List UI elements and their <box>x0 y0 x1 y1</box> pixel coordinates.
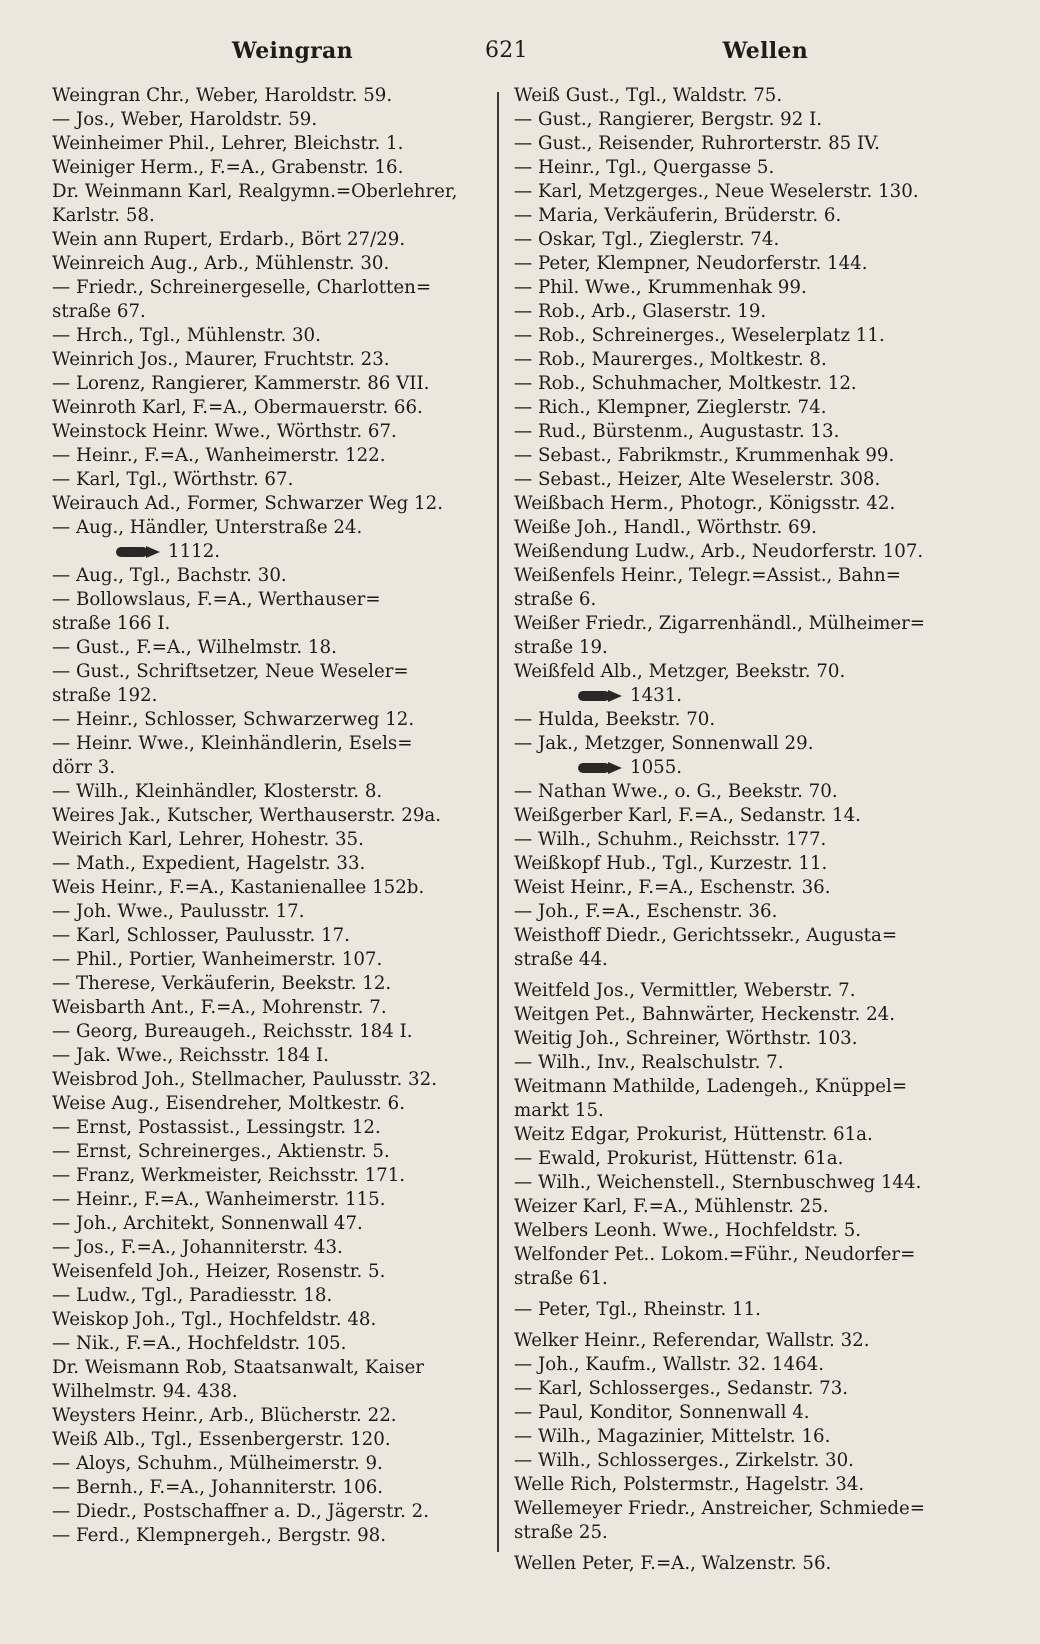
entry-text: — Karl, Tgl., Wörthstr. 67. <box>52 469 294 490</box>
directory-entry-line <box>52 612 488 636</box>
directory-entry-line <box>514 1521 958 1545</box>
directory-entry-line <box>52 636 488 660</box>
directory-entry-line <box>52 156 488 180</box>
directory-entry-line <box>52 540 488 564</box>
directory-entry-line <box>514 1298 958 1322</box>
directory-entry-line <box>514 684 958 708</box>
directory-entry-line <box>52 1020 488 1044</box>
directory-entry-line <box>514 372 958 396</box>
directory-entry-line <box>52 996 488 1020</box>
directory-entry-line <box>52 1476 488 1500</box>
directory-entry-line <box>514 948 958 972</box>
entry-text: — Joh. Wwe., Paulusstr. 17. <box>52 901 305 922</box>
directory-entry-line <box>52 828 488 852</box>
entry-text: — Nik., F.=A., Hochfeldstr. 105. <box>52 1333 347 1354</box>
entry-text: — Nathan Wwe., o. G., Beekstr. 70. <box>514 781 838 802</box>
directory-entry-line <box>52 804 488 828</box>
directory-entry-line <box>514 852 958 876</box>
entry-text: Weingran Chr., Weber, Haroldstr. 59. <box>52 85 393 106</box>
directory-entry-line <box>52 924 488 948</box>
directory-entry-line <box>52 300 488 324</box>
directory-entry-line <box>514 1027 958 1051</box>
directory-entry-line <box>52 372 488 396</box>
entry-text: — Aug., Tgl., Bachstr. 30. <box>52 565 287 586</box>
entry-text: 1112. <box>168 541 221 562</box>
entry-text: Weinheimer Phil., Lehrer, Bleichstr. 1. <box>52 133 404 154</box>
directory-entry-line <box>514 132 958 156</box>
directory-entry-line <box>514 876 958 900</box>
entry-text: — Gust., F.=A., Wilhelmstr. 18. <box>52 637 337 658</box>
directory-entry-line <box>514 1051 958 1075</box>
entry-text: — Ewald, Prokurist, Hüttenstr. 61a. <box>514 1148 844 1169</box>
directory-entry-line <box>52 732 488 756</box>
directory-entry-line <box>514 1425 958 1449</box>
directory-entry-line <box>52 324 488 348</box>
entry-text: — Friedr., Schreinergeselle, Charlotten= <box>52 277 432 298</box>
entry-text: — Diedr., Postschaffner a. D., Jägerstr. 2. <box>52 1501 430 1522</box>
entry-text: Weißkopf Hub., Tgl., Kurzestr. 11. <box>514 853 828 874</box>
entry-text: — Aloys, Schuhm., Mülheimerstr. 9. <box>52 1453 383 1474</box>
directory-entry-line <box>52 1044 488 1068</box>
directory-entry-line <box>514 204 958 228</box>
entry-text: Weitig Joh., Schreiner, Wörthstr. 103. <box>514 1028 858 1049</box>
directory-entry-line <box>514 804 958 828</box>
directory-entry-line <box>52 1404 488 1428</box>
header-left-keyword: Weingran <box>232 38 353 64</box>
entry-text: Weißbach Herm., Photogr., Königsstr. 42. <box>514 493 896 514</box>
directory-entry-line <box>52 708 488 732</box>
directory-entry-line <box>514 1099 958 1123</box>
entry-text: Weisbrod Joh., Stellmacher, Paulusstr. 32. <box>52 1069 437 1090</box>
directory-entry-line <box>514 228 958 252</box>
entry-text: Weinreich Aug., Arb., Mühlenstr. 30. <box>52 253 390 274</box>
directory-entry-line <box>52 348 488 372</box>
entry-text: straße 6. <box>514 589 597 610</box>
entry-text: Wilhelmstr. 94. 438. <box>52 1381 238 1402</box>
directory-entry-line <box>52 1140 488 1164</box>
directory-entry-line <box>52 1188 488 1212</box>
telephone-icon <box>116 546 162 558</box>
entry-text: — Wilh., Kleinhändler, Klosterstr. 8. <box>52 781 383 802</box>
directory-entry-line <box>52 1500 488 1524</box>
directory-entry-line <box>52 516 488 540</box>
directory-entry-line <box>514 396 958 420</box>
entry-text: — Rob., Schreinerges., Weselerplatz 11. <box>514 325 885 346</box>
directory-entry-line <box>514 564 958 588</box>
directory-entry-line <box>514 492 958 516</box>
directory-entry-line <box>52 1332 488 1356</box>
entry-text: Weißendung Ludw., Arb., Neudorferstr. 107. <box>514 541 924 562</box>
entry-text: — Karl, Schlosser, Paulusstr. 17. <box>52 925 350 946</box>
entry-text: Weis Heinr., F.=A., Kastanienallee 152b. <box>52 877 425 898</box>
directory-entry-line <box>514 1075 958 1099</box>
directory-entry-line <box>514 276 958 300</box>
directory-entry-line <box>52 1380 488 1404</box>
entry-text: Weißgerber Karl, F.=A., Sedanstr. 14. <box>514 805 861 826</box>
directory-entry-line <box>52 1284 488 1308</box>
entry-text: Weiße Joh., Handl., Wörthstr. 69. <box>514 517 817 538</box>
entry-text: — Wilh., Weichenstell., Sternbuschweg 144. <box>514 1172 922 1193</box>
entry-text: — Gust., Rangierer, Bergstr. 92 I. <box>514 109 823 130</box>
entry-text: Weiskop Joh., Tgl., Hochfeldstr. 48. <box>52 1309 377 1330</box>
directory-entry-line <box>52 228 488 252</box>
right-column <box>514 84 958 1576</box>
entry-text: Weise Aug., Eisendreher, Moltkestr. 6. <box>52 1093 405 1114</box>
directory-entry-line <box>52 420 488 444</box>
entry-text: straße 192. <box>52 685 158 706</box>
entry-text: — Phil., Portier, Wanheimerstr. 107. <box>52 949 383 970</box>
entry-text: straße 61. <box>514 1268 608 1289</box>
directory-entry-line <box>52 1116 488 1140</box>
directory-entry-line <box>52 1164 488 1188</box>
entry-text: Weitfeld Jos., Vermittler, Weberstr. 7. <box>514 980 856 1001</box>
entry-text: — Gust., Reisender, Ruhrorterstr. 85 IV. <box>514 133 880 154</box>
directory-entry-line <box>52 660 488 684</box>
directory-entry-line <box>52 684 488 708</box>
entry-text: Weysters Heinr., Arb., Blücherstr. 22. <box>52 1405 397 1426</box>
entry-text: Weisenfeld Joh., Heizer, Rosenstr. 5. <box>52 1261 386 1282</box>
entry-text: — Heinr., F.=A., Wanheimerstr. 115. <box>52 1189 386 1210</box>
entry-text: Weinrich Jos., Maurer, Fruchtstr. 23. <box>52 349 390 370</box>
directory-entry-line <box>514 708 958 732</box>
entry-text: — Hrch., Tgl., Mühlenstr. 30. <box>52 325 321 346</box>
directory-entry-line <box>52 444 488 468</box>
directory-entry-line <box>52 252 488 276</box>
directory-entry-line <box>514 828 958 852</box>
entry-text: Dr. Weinmann Karl, Realgymn.=Oberlehrer, <box>52 181 458 202</box>
entry-text: 1055. <box>630 757 683 778</box>
directory-entry-line <box>52 1356 488 1380</box>
entry-text: — Joh., Kaufm., Wallstr. 32. 1464. <box>514 1354 824 1375</box>
directory-entry-line <box>514 108 958 132</box>
entry-text: — Maria, Verkäuferin, Brüderstr. 6. <box>514 205 842 226</box>
entry-text: straße 67. <box>52 301 146 322</box>
directory-entry-line <box>514 1401 958 1425</box>
directory-entry-line <box>52 396 488 420</box>
directory-entry-line <box>52 1308 488 1332</box>
directory-entry-line <box>52 1236 488 1260</box>
directory-entry-line <box>514 612 958 636</box>
directory-entry-line <box>52 1524 488 1548</box>
directory-entry-line <box>514 1243 958 1267</box>
directory-entry-line <box>52 1068 488 1092</box>
directory-entry-line <box>52 1452 488 1476</box>
directory-entry-line <box>514 1003 958 1027</box>
directory-entry-line <box>52 588 488 612</box>
directory-entry-line <box>52 468 488 492</box>
entry-text: Wein ann Rupert, Erdarb., Bört 27/29. <box>52 229 406 250</box>
directory-entry-line <box>514 1123 958 1147</box>
directory-entry-line <box>52 1212 488 1236</box>
column-divider <box>497 92 499 1552</box>
directory-entry-line <box>52 132 488 156</box>
directory-entry-line <box>52 1092 488 1116</box>
entry-text: — Therese, Verkäuferin, Beekstr. 12. <box>52 973 392 994</box>
entry-text: — Lorenz, Rangierer, Kammerstr. 86 VII. <box>52 373 430 394</box>
entry-text: Welle Rich, Polstermstr., Hagelstr. 34. <box>514 1474 865 1495</box>
entry-text: Weinstock Heinr. Wwe., Wörthstr. 67. <box>52 421 397 442</box>
entry-text: — Jak., Metzger, Sonnenwall 29. <box>514 733 814 754</box>
telephone-icon <box>578 690 624 702</box>
entry-text: Weires Jak., Kutscher, Werthauserstr. 29a. <box>52 805 442 826</box>
header-right-keyword: Wellen <box>722 38 808 64</box>
entry-text: Dr. Weismann Rob, Staatsanwalt, Kaiser <box>52 1357 424 1378</box>
entry-text: — Ludw., Tgl., Paradiesstr. 18. <box>52 1285 333 1306</box>
entry-text: — Peter, Tgl., Rheinstr. 11. <box>514 1299 761 1320</box>
entry-text: markt 15. <box>514 1100 604 1121</box>
entry-text: Welbers Leonh. Wwe., Hochfeldstr. 5. <box>514 1220 862 1241</box>
directory-entry-line <box>514 1473 958 1497</box>
entry-text: dörr 3. <box>52 757 116 778</box>
entry-text: — Heinr., F.=A., Wanheimerstr. 122. <box>52 445 386 466</box>
entry-text: — Joh., Architekt, Sonnenwall 47. <box>52 1213 363 1234</box>
entry-text: — Sebast., Fabrikmstr., Krummenhak 99. <box>514 445 895 466</box>
entry-text: — Rob., Maurerges., Moltkestr. 8. <box>514 349 827 370</box>
directory-entry-line <box>514 780 958 804</box>
entry-text: Weiß Alb., Tgl., Essenbergerstr. 120. <box>52 1429 391 1450</box>
directory-entry-line <box>52 780 488 804</box>
directory-entry-line <box>514 979 958 1003</box>
entry-text: straße 25. <box>514 1522 608 1543</box>
directory-entry-line <box>514 1353 958 1377</box>
entry-text: straße 166 I. <box>52 613 171 634</box>
page-header <box>52 28 988 74</box>
entry-text: — Heinr., Schlosser, Schwarzerweg 12. <box>52 709 415 730</box>
entry-text: — Wilh., Magazinier, Mittelstr. 16. <box>514 1426 831 1447</box>
entry-text: Weisbarth Ant., F.=A., Mohrenstr. 7. <box>52 997 387 1018</box>
directory-entry-line <box>52 108 488 132</box>
entry-text: — Heinr. Wwe., Kleinhändlerin, Esels= <box>52 733 413 754</box>
entry-text: Weirauch Ad., Former, Schwarzer Weg 12. <box>52 493 443 514</box>
directory-entry-line <box>514 1195 958 1219</box>
directory-entry-line <box>514 180 958 204</box>
directory-entry-line <box>52 84 488 108</box>
directory-entry-line <box>514 588 958 612</box>
directory-entry-line <box>514 516 958 540</box>
page-number: 621 <box>485 38 528 63</box>
entry-text: — Phil. Wwe., Krummenhak 99. <box>514 277 807 298</box>
entry-text: Weirich Karl, Lehrer, Hohestr. 35. <box>52 829 364 850</box>
entry-text: Weitmann Mathilde, Ladengeh., Knüppel= <box>514 1076 908 1097</box>
entry-text: — Bernh., F.=A., Johanniterstr. 106. <box>52 1477 384 1498</box>
entry-text: Karlstr. 58. <box>52 205 155 226</box>
directory-entry-line <box>514 1449 958 1473</box>
directory-entry-line <box>514 540 958 564</box>
directory-entry-line <box>52 180 488 204</box>
directory-entry-line <box>514 348 958 372</box>
entry-text: — Jos., Weber, Haroldstr. 59. <box>52 109 318 130</box>
directory-entry-line <box>514 900 958 924</box>
directory-entry-line <box>514 924 958 948</box>
entry-text: Welker Heinr., Referendar, Wallstr. 32. <box>514 1330 870 1351</box>
directory-entry-line <box>514 1267 958 1291</box>
entry-text: — Paul, Konditor, Sonnenwall 4. <box>514 1402 810 1423</box>
entry-text: — Ernst, Schreinerges., Aktienstr. 5. <box>52 1141 390 1162</box>
directory-entry-line <box>514 84 958 108</box>
entry-text: Welfonder Pet.. Lokom.=Führ., Neudorfer= <box>514 1244 916 1265</box>
directory-entry-line <box>514 1219 958 1243</box>
entry-text: Wellen Peter, F.=A., Walzenstr. 56. <box>514 1553 832 1574</box>
directory-entry-line <box>514 660 958 684</box>
entry-text: Weisthoff Diedr., Gerichtssekr., Augusta= <box>514 925 898 946</box>
directory-entry-line <box>52 1260 488 1284</box>
entry-text: 1431. <box>630 685 683 706</box>
directory-entry-line <box>514 300 958 324</box>
entry-text: Weiniger Herm., F.=A., Grabenstr. 16. <box>52 157 404 178</box>
entry-text: — Georg, Bureaugeh., Reichsstr. 184 I. <box>52 1021 413 1042</box>
directory-entry-line <box>52 204 488 228</box>
entry-text: — Joh., F.=A., Eschenstr. 36. <box>514 901 778 922</box>
directory-entry-line <box>514 324 958 348</box>
entry-text: straße 19. <box>514 637 608 658</box>
directory-entry-line <box>514 636 958 660</box>
directory-entry-line <box>514 252 958 276</box>
entry-text: Weitz Edgar, Prokurist, Hüttenstr. 61a. <box>514 1124 873 1145</box>
directory-entry-line <box>514 756 958 780</box>
directory-entry-line <box>514 1171 958 1195</box>
directory-entry-line <box>514 1377 958 1401</box>
directory-entry-line <box>514 1552 958 1576</box>
entry-text: — Hulda, Beekstr. 70. <box>514 709 716 730</box>
directory-entry-line <box>52 876 488 900</box>
entry-text: Weist Heinr., F.=A., Eschenstr. 36. <box>514 877 831 898</box>
entry-text: — Rob., Schuhmacher, Moltkestr. 12. <box>514 373 857 394</box>
entry-text: — Peter, Klempner, Neudorferstr. 144. <box>514 253 868 274</box>
directory-entry-line <box>52 1428 488 1452</box>
entry-text: Weißer Friedr., Zigarrenhändl., Mülheimer= <box>514 613 926 634</box>
directory-entry-line <box>52 756 488 780</box>
entry-text: Weißfeld Alb., Metzger, Beekstr. 70. <box>514 661 846 682</box>
entry-text: — Wilh., Schlosserges., Zirkelstr. 30. <box>514 1450 854 1471</box>
directory-entry-line <box>52 900 488 924</box>
entry-text: — Rud., Bürstenm., Augustastr. 13. <box>514 421 840 442</box>
telephone-icon <box>578 762 624 774</box>
entry-text: — Sebast., Heizer, Alte Weselerstr. 308. <box>514 469 881 490</box>
directory-entry-line <box>514 444 958 468</box>
directory-entry-line <box>514 1147 958 1171</box>
entry-text: Weizer Karl, F.=A., Mühlenstr. 25. <box>514 1196 829 1217</box>
directory-entry-line <box>52 972 488 996</box>
entry-text: — Aug., Händler, Unterstraße 24. <box>52 517 363 538</box>
entry-text: — Bollowslaus, F.=A., Werthauser= <box>52 589 381 610</box>
entry-text: — Ernst, Postassist., Lessingstr. 12. <box>52 1117 381 1138</box>
entry-text: — Jos., F.=A., Johanniterstr. 43. <box>52 1237 343 1258</box>
entry-text: straße 44. <box>514 949 608 970</box>
directory-entry-line <box>514 420 958 444</box>
entry-text: — Jak. Wwe., Reichsstr. 184 I. <box>52 1045 329 1066</box>
entry-text: — Oskar, Tgl., Zieglerstr. 74. <box>514 229 780 250</box>
entry-text: Weinroth Karl, F.=A., Obermauerstr. 66. <box>52 397 423 418</box>
entry-text: — Heinr., Tgl., Quergasse 5. <box>514 157 775 178</box>
directory-entry-line <box>514 1329 958 1353</box>
directory-entry-line <box>514 732 958 756</box>
directory-entry-line <box>52 852 488 876</box>
entry-text: — Karl, Schlosserges., Sedanstr. 73. <box>514 1378 849 1399</box>
entry-text: Weiß Gust., Tgl., Waldstr. 75. <box>514 85 783 106</box>
entry-text: — Rich., Klempner, Zieglerstr. 74. <box>514 397 827 418</box>
directory-entry-line <box>514 156 958 180</box>
entry-text: — Gust., Schriftsetzer, Neue Weseler= <box>52 661 409 682</box>
left-column <box>52 84 488 1548</box>
directory-entry-line <box>52 276 488 300</box>
entry-text: — Karl, Metzgerges., Neue Weselerstr. 130. <box>514 181 919 202</box>
directory-entry-line <box>52 564 488 588</box>
entry-text: — Franz, Werkmeister, Reichsstr. 171. <box>52 1165 406 1186</box>
entry-text: Weißenfels Heinr., Telegr.=Assist., Bahn= <box>514 565 901 586</box>
entry-text: Weitgen Pet., Bahnwärter, Heckenstr. 24. <box>514 1004 896 1025</box>
entry-text: — Rob., Arb., Glaserstr. 19. <box>514 301 767 322</box>
entry-text: Wellemeyer Friedr., Anstreicher, Schmiede= <box>514 1498 925 1519</box>
entry-text: — Wilh., Schuhm., Reichsstr. 177. <box>514 829 827 850</box>
directory-entry-line <box>52 492 488 516</box>
directory-entry-line <box>514 468 958 492</box>
entry-text: — Wilh., Inv., Realschulstr. 7. <box>514 1052 784 1073</box>
entry-text: — Math., Expedient, Hagelstr. 33. <box>52 853 366 874</box>
directory-entry-line <box>514 1497 958 1521</box>
directory-entry-line <box>52 948 488 972</box>
entry-text: — Ferd., Klempnergeh., Bergstr. 98. <box>52 1525 387 1546</box>
